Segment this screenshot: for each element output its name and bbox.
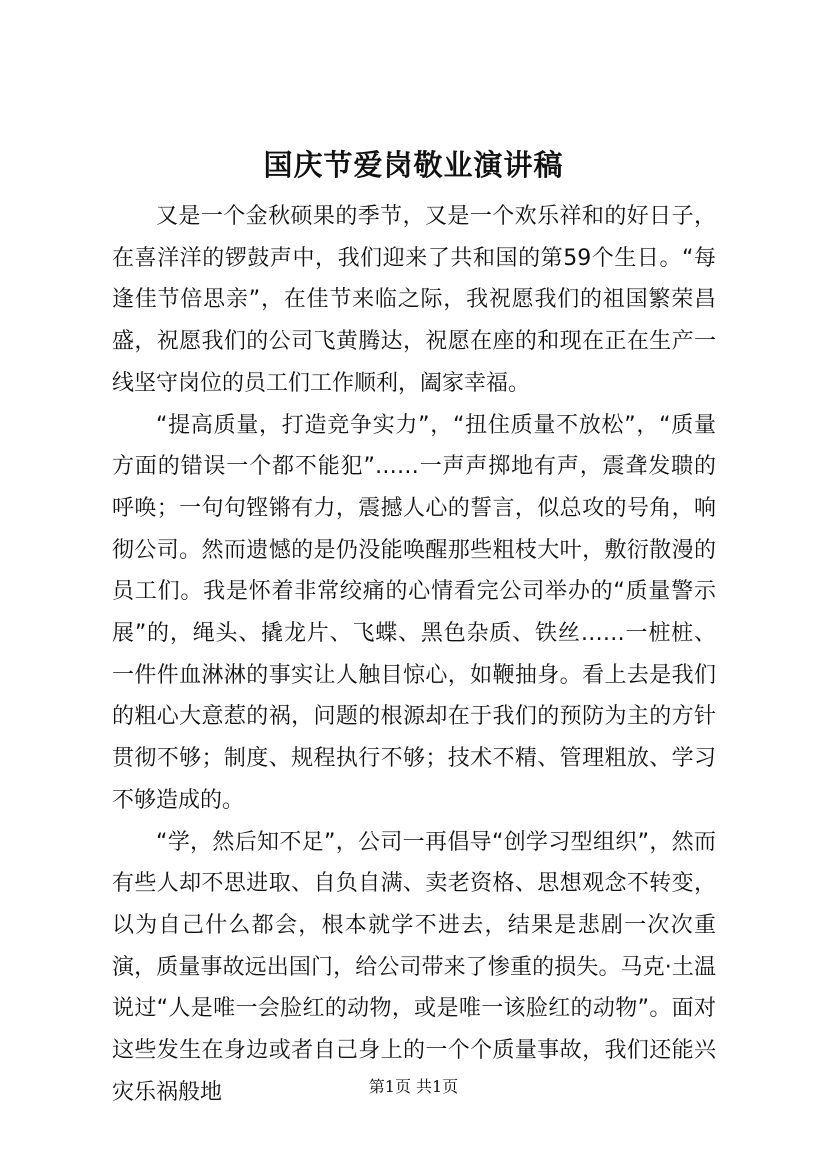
page-title: 国庆节爱岗敬业演讲稿 — [263, 148, 564, 182]
paragraph-3: “学，然后知不足”，公司一再倡导“创学习型组织”，然而有些人却不思进取、自负自满、卖老资格、思想观念不转变，以为自己什么都会，根本就学不进去，结果是悲剧一次次重演，质量事故远出国门，给公司带来了惨重的损失。马克·土温说过“人是唯一会脸红的动物，或是唯一该脸红的动物”。面对这些发生在身边或者自己身上的一个个质量事故，我们还能兴灾乐祸般地 — [112, 829, 716, 1105]
paragraph-2: “提高质量，打造竞争实力”，“扭住质量不放松”，“质量方面的错误一个都不能犯”……一声声掷地有声，震聋发聩的呼唤；一句句铿锵有力，震撼人心的誓言，似总攻的号角，响彻公司。然而遗憾的是仍没能唤醒那些粗枝大叶，敷衍散漫的员工们。我是怀着非常绞痛的心情看完公司举办的“质量警示展”的，绳头、撬龙片、飞蝶、黑色杂质、铁丝……一桩桩、一件件血淋淋的事实让人触目惊心，如鞭抽身。看上去是我们的粗心大意惹的祸，问题的根源却在于我们的预防为主的方针贯彻不够；制度、规程执行不够；技术不精、管理粗放、学习不够造成的。 — [112, 412, 716, 813]
document-body — [112, 196, 716, 1113]
paragraph-1: 又是一个金秋硕果的季节，又是一个欢乐祥和的好日子，在喜洋洋的锣鼓声中，我们迎来了共和国的第59个生日。“每逢佳节倍思亲”，在佳节来临之际，我祝愿我们的祖国繁荣昌盛，祝愿我们的公司飞黄腾达，祝愿在座的和现在正在生产一线坚守岗位的员工们工作顺利，阖家幸福。 — [112, 204, 716, 396]
page-footer: 第1页 共1页 — [368, 1077, 459, 1096]
